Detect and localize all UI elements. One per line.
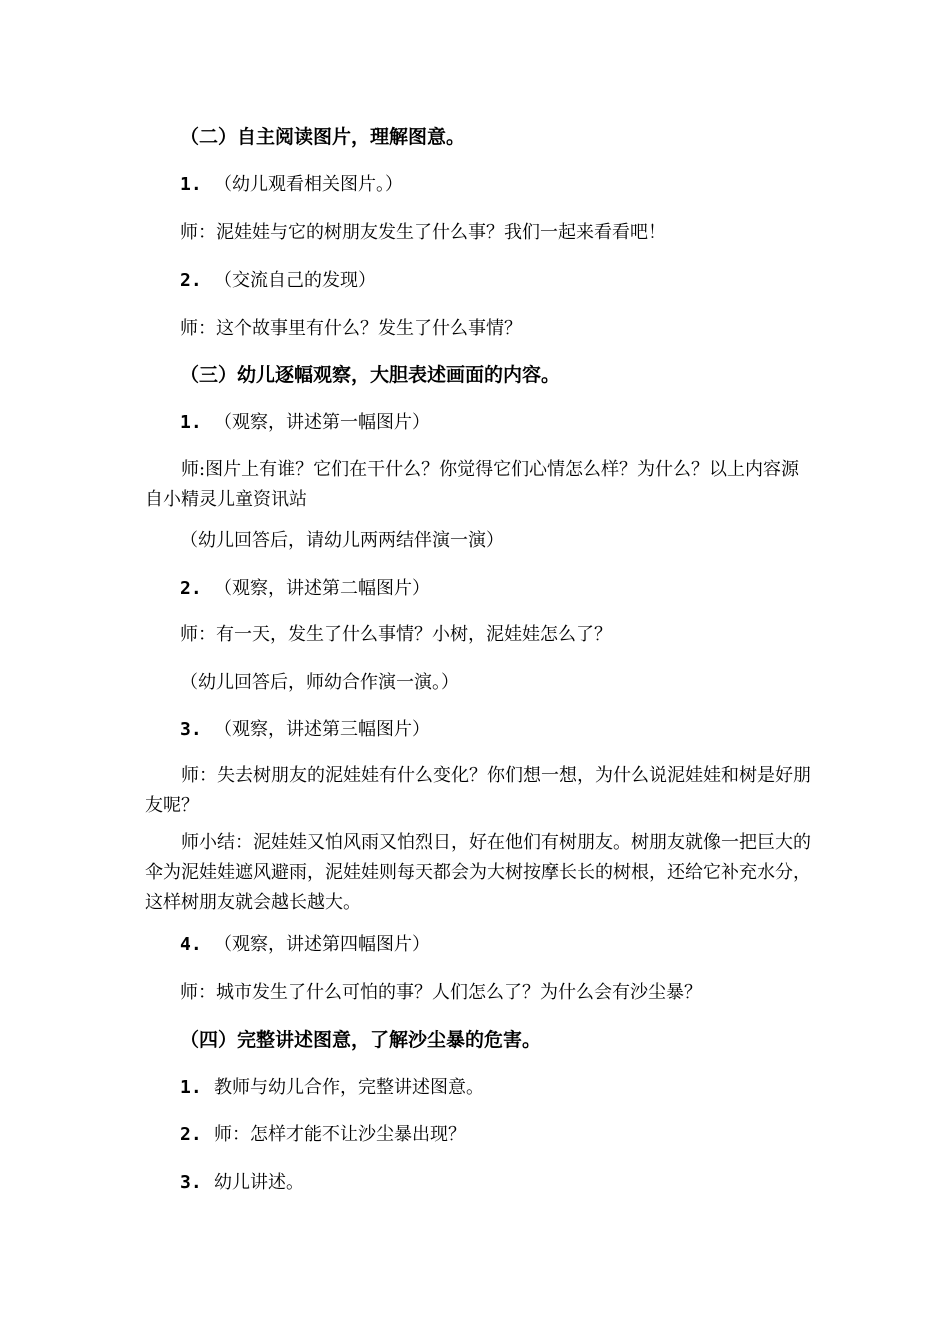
section-heading-2: （二）自主阅读图片，理解图意。: [180, 126, 466, 148]
item-text: （观察，讲述第四幅图片）: [214, 934, 430, 955]
section-heading-4: （四）完整讲述图意，了解沙尘暴的危害。: [180, 1029, 542, 1051]
item-text: （交流自己的发现）: [214, 270, 376, 291]
teacher-line: 师：有一天，发生了什么事情？小树，泥娃娃怎么了？: [180, 624, 612, 645]
item-number: 2.: [180, 1124, 202, 1145]
list-item: [180, 1122, 950, 1148]
item-text: （观察，讲述第一幅图片）: [214, 412, 430, 433]
teacher-paragraph: 师:图片上有谁？它们在干什么？你觉得它们心情怎么样？为什么？以上内容源自小精灵儿童资讯站: [145, 459, 800, 510]
item-number: 1.: [180, 174, 202, 195]
teacher-line: 师：泥娃娃与它的树朋友发生了什么事？我们一起来看看吧！: [180, 222, 666, 243]
section-heading-3: （三）幼儿逐幅观察，大胆表述画面的内容。: [180, 364, 561, 386]
list-item: [180, 717, 950, 743]
note-line: （幼儿回答后，师幼合作演一演。）: [180, 672, 459, 693]
list-item: [180, 410, 950, 436]
list-item: [180, 268, 950, 294]
list-item: [180, 576, 950, 602]
list-item: [180, 172, 950, 198]
item-number: 3.: [180, 1172, 202, 1193]
item-text: （观察，讲述第二幅图片）: [214, 578, 430, 599]
note-line: （幼儿回答后，请幼儿两两结伴演一演）: [180, 530, 504, 551]
teacher-line: 师：这个故事里有什么？发生了什么事情？: [180, 318, 522, 339]
item-number: 2.: [180, 578, 202, 599]
list-item: [180, 932, 950, 958]
teacher-paragraph: 师：失去树朋友的泥娃娃有什么变化？你们想一想，为什么说泥娃娃和树是好朋友呢？: [145, 765, 811, 816]
item-text: （幼儿观看相关图片。）: [214, 174, 403, 195]
item-number: 4.: [180, 934, 202, 955]
item-text: 幼儿讲述。: [214, 1172, 304, 1193]
item-text: 教师与幼儿合作，完整讲述图意。: [214, 1077, 484, 1098]
item-number: 1.: [180, 412, 202, 433]
summary-paragraph: 师小结：泥娃娃又怕风雨又怕烈日，好在他们有树朋友。树朋友就像一把巨大的伞为泥娃娃遮风避雨，泥娃娃则每天都会为大树按摩长长的树根，还给它补充水分，这样树朋友就会越长越大。: [145, 832, 811, 913]
item-number: 1.: [180, 1077, 202, 1098]
list-item: [180, 1170, 950, 1196]
item-number: 2.: [180, 270, 202, 291]
item-text: 师：怎样才能不让沙尘暴出现？: [214, 1124, 466, 1145]
list-item: [180, 1075, 950, 1101]
item-number: 3.: [180, 719, 202, 740]
item-text: （观察，讲述第三幅图片）: [214, 719, 430, 740]
teacher-line: 师：城市发生了什么可怕的事？人们怎么了？为什么会有沙尘暴？: [180, 982, 702, 1003]
